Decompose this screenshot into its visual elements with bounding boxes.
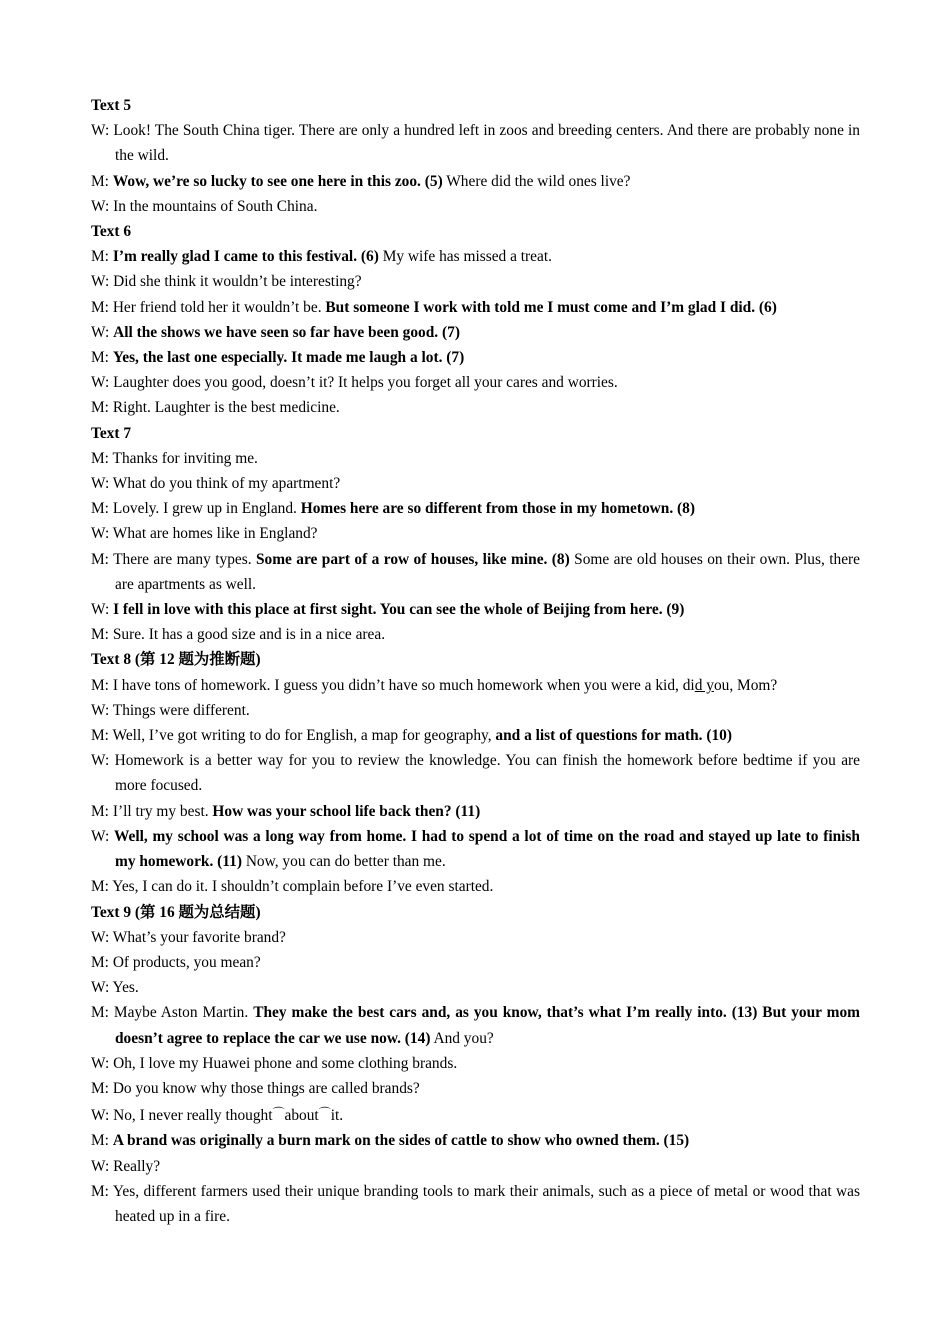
dialogue-line	[91, 118, 860, 168]
speaker-label: M:	[91, 349, 109, 367]
speaker-label: M:	[91, 248, 109, 266]
speaker-label: W:	[91, 1107, 110, 1125]
speaker-label: W:	[91, 601, 110, 619]
speaker-label: M:	[91, 802, 109, 820]
dialogue-text: I’ll try my best.	[108, 802, 213, 820]
dialogue-line	[91, 698, 860, 723]
dialogue-text: Did she think it wouldn’t be interesting?	[109, 273, 362, 291]
dialogue-line	[91, 370, 860, 395]
dialogue-line	[91, 824, 860, 874]
answer-key-text: Wow, we’re so lucky to see one here in this zoo. (5)	[112, 172, 443, 190]
dialogue-text: Yes.	[109, 979, 139, 997]
dialogue-line	[91, 547, 860, 597]
dialogue-line	[91, 169, 860, 194]
dialogue-text: Yes, I can do it. I shouldn’t complain before I’ve even started.	[108, 878, 494, 896]
dialogue-line	[91, 975, 860, 1000]
dialogue-line	[91, 1076, 860, 1101]
dialogue-line	[91, 1051, 860, 1076]
dialogue-line	[91, 748, 860, 798]
answer-key-text: Well, my school was a long way from home. I had to spend a lot of time on the road and stayed up late to finish my homework. (11)	[113, 827, 860, 871]
dialogue-text: Where did the wild ones live?	[442, 172, 631, 190]
speaker-label: M:	[91, 676, 109, 694]
dialogue-line	[91, 395, 860, 420]
speaker-label: M:	[91, 626, 109, 644]
dialogue-line	[91, 244, 860, 269]
dialogue-text: Sure. It has a good size and is in a nice area.	[108, 626, 386, 644]
dialogue-text: Look! The South China tiger. There are only a hundred left in zoos and breeding centers. And there are probably none in the wild.	[109, 122, 860, 165]
speaker-label: W:	[91, 525, 110, 543]
dialogue-line	[91, 194, 860, 219]
dialogue-line	[91, 446, 860, 471]
dialogue-text: What are homes like in England?	[109, 525, 318, 543]
dialogue-text: Laughter does you good, doesn’t it? It helps you forget all your cares and worries.	[109, 374, 618, 392]
dialogue-line	[91, 950, 860, 975]
dialogue-text: My wife has missed a treat.	[378, 248, 552, 266]
dialogue-line	[91, 1101, 860, 1128]
answer-key-text: But someone I work with told me I must come and I’m glad I did. (6)	[325, 298, 777, 316]
speaker-label: M:	[91, 727, 109, 745]
speaker-label: W:	[91, 1054, 110, 1072]
speaker-label: W:	[91, 752, 110, 770]
speaker-label: W:	[91, 323, 110, 341]
dialogue-text: Things were different.	[109, 701, 250, 719]
section-heading: Text 5	[91, 97, 132, 114]
dialogue-text: There are many types.	[108, 550, 256, 568]
speaker-label: M:	[91, 399, 109, 417]
dialogue-text: What do you think of my apartment?	[109, 475, 341, 493]
dialogue-line	[91, 1154, 860, 1179]
answer-key-text: and a list of questions for math. (10)	[495, 727, 732, 745]
answer-key-text: Yes, the last one especially. It made me laugh a lot. (7)	[112, 349, 465, 367]
dialogue-line	[91, 521, 860, 546]
dialogue-text: No, I never really thought	[109, 1107, 273, 1125]
speaker-label: W:	[91, 827, 110, 845]
speaker-label: M:	[91, 298, 109, 316]
dialogue-line	[91, 269, 860, 294]
dialogue-text: And you?	[430, 1029, 494, 1047]
dialogue-line	[91, 295, 860, 320]
dialogue-line	[91, 345, 860, 370]
dialogue-text: ⌒	[272, 1106, 285, 1121]
section-heading: Text 7	[91, 424, 132, 442]
dialogue-text: about	[284, 1107, 319, 1125]
dialogue-text: Do you know why those things are called brands?	[108, 1079, 420, 1097]
answer-key-text: A brand was originally a burn mark on the sides of cattle to show who owned them. (15)	[112, 1132, 690, 1150]
dialogue-text: What’s your favorite brand?	[109, 928, 286, 946]
dialogue-text: Well, I’ve got writing to do for English, a map for geography,	[108, 727, 496, 745]
dialogue-line	[91, 673, 860, 698]
speaker-label: M:	[91, 953, 109, 971]
speaker-label: M:	[91, 172, 109, 190]
dialogue-line	[91, 496, 860, 521]
speaker-label: M:	[91, 1079, 109, 1097]
speaker-label: W:	[91, 928, 110, 946]
speaker-label: W:	[91, 122, 110, 140]
dialogue-text: Oh, I love my Huawei phone and some clothing brands.	[109, 1054, 458, 1072]
speaker-label: W:	[91, 1157, 110, 1175]
dialogue-text: In the mountains of South China.	[109, 197, 318, 215]
dialogue-text: Maybe Aston Martin.	[108, 1004, 254, 1022]
answer-key-text: I’m really glad I came to this festival. (6)	[112, 248, 379, 266]
speaker-label: W:	[91, 374, 110, 392]
speaker-label: W:	[91, 273, 110, 291]
speaker-label: W:	[91, 979, 110, 997]
dialogue-line	[91, 1000, 860, 1050]
section-heading: Text 8 (第 12 题为推断题)	[91, 651, 261, 669]
speaker-label: M:	[91, 1004, 109, 1022]
dialogue-text: Right. Laughter is the best medicine.	[108, 399, 340, 417]
dialogue-line	[91, 723, 860, 748]
answer-key-text: Homes here are so different from those in my hometown. (8)	[300, 500, 695, 518]
dialogue-text: Her friend told her it wouldn’t be.	[108, 298, 326, 316]
speaker-label: M:	[91, 500, 109, 518]
answer-key-text: Some are part of a row of houses, like mine. (8)	[255, 550, 570, 568]
speaker-label: M:	[91, 878, 109, 896]
answer-key-text: They make the best cars and, as you know, that’s what I’m really into. (13) But your mom doesn’t agree to replace the car we use now. (14)	[115, 1004, 860, 1047]
dialogue-line	[91, 622, 860, 647]
dialogue-line	[91, 471, 860, 496]
dialogue-text: Now, you can do better than me.	[241, 853, 446, 871]
answer-key-text: I fell in love with this place at first sight. You can see the whole of Beijing from here. (9)	[113, 601, 685, 619]
dialogue-text: Homework is a better way for you to review the knowledge. You can finish the homework before bedtime if you are more focused.	[109, 752, 860, 795]
answer-key-text: How was your school life back then? (11)	[212, 802, 481, 820]
section-heading: Text 6	[91, 223, 132, 241]
dialogue-line	[91, 874, 860, 899]
speaker-label: M:	[91, 449, 109, 467]
dialogue-line	[91, 320, 860, 345]
dialogue-text: ou, Mom?	[713, 676, 778, 694]
dialogue-text: d y	[694, 676, 714, 694]
dialogue-text: it.	[330, 1107, 344, 1125]
dialogue-text: Of products, you mean?	[108, 953, 261, 971]
answer-key-text: All the shows we have seen so far have been good. (7)	[113, 323, 460, 341]
dialogue-line	[91, 1179, 860, 1229]
transcript-page	[91, 93, 860, 1229]
dialogue-text: Thanks for inviting me.	[108, 449, 258, 467]
speaker-label: M:	[91, 550, 109, 568]
dialogue-text: Lovely. I grew up in England.	[108, 500, 301, 518]
dialogue-text: Some are old houses on their own. Plus, there are apartments as well.	[115, 550, 860, 593]
dialogue-text: Yes, different farmers used their unique branding tools to mark their animals, such as a piece of metal or wood that was heated up in a fire.	[108, 1182, 860, 1225]
speaker-label: W:	[91, 475, 110, 493]
dialogue-text: Really?	[109, 1157, 161, 1175]
speaker-label: W:	[91, 197, 110, 215]
dialogue-line	[91, 925, 860, 950]
dialogue-line	[91, 597, 860, 622]
dialogue-line	[91, 799, 860, 824]
speaker-label: M:	[91, 1132, 109, 1150]
section-heading: Text 9 (第 16 题为总结题)	[91, 903, 261, 921]
dialogue-text: I have tons of homework. I guess you didn’t have so much homework when you were a kid, di	[108, 676, 695, 694]
dialogue-text: ⌒	[318, 1106, 331, 1121]
speaker-label: W:	[91, 701, 110, 719]
speaker-label: M:	[91, 1182, 109, 1200]
dialogue-line	[91, 1128, 860, 1153]
